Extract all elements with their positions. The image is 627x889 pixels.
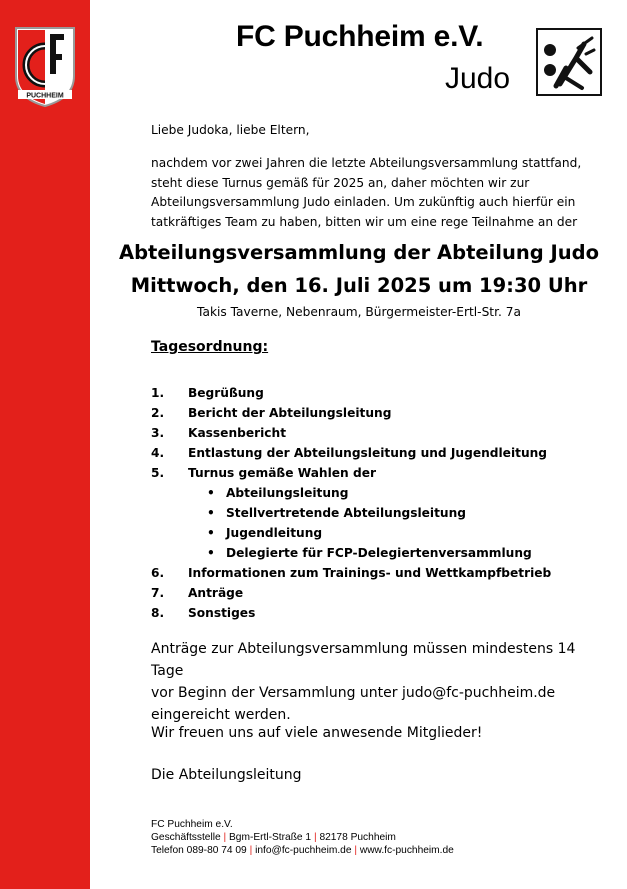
- list-item: 1. Begrüßung: [151, 386, 264, 400]
- list-item: 4. Entlastung der Abteilungsleitung und Jugendleitung: [151, 446, 548, 461]
- list-item: 2. Bericht der Abteilungsleitung: [151, 406, 392, 421]
- footer-contact: Telefon 089-80 74 09 | info@fc-puchheim.de | www.fc-puchheim.de: [151, 845, 454, 856]
- closing-line: Wir freuen uns auf viele anwesende Mitglieder!: [151, 725, 483, 741]
- list-item: 3. Kassenbericht: [151, 426, 287, 441]
- intro-paragraph: nachdem vor zwei Jahren die letzte Abteilungsversammlung stattfand, steht diese Turnus gemäß für 2025 an, daher möchten wir zur Abteilungsversammlung Judo einladen. Um zukünftig auch hierfür ein tatkräftiges Team zu haben, bitten wir um eine rege Teilnahme an der: [151, 156, 582, 229]
- greeting: Liebe Judoka, liebe Eltern,: [151, 123, 310, 137]
- club-crest-logo: [12, 24, 78, 108]
- bullet-icon: •: [207, 526, 215, 541]
- list-item: 8. Sonstiges: [151, 606, 256, 621]
- list-item: 6. Informationen zum Trainings- und Wettkampfbetrieb: [151, 566, 552, 580]
- department-name: Judo: [445, 62, 511, 95]
- list-item: 5. Turnus gemäße Wahlen der: [151, 466, 376, 481]
- bullet-icon: •: [207, 546, 215, 561]
- red-sidebar-bar: [0, 0, 90, 889]
- bullet-icon: •: [207, 506, 215, 521]
- agenda-list-continued: [151, 563, 551, 623]
- club-name: FC Puchheim e.V.: [236, 20, 484, 53]
- list-item: • Delegierte für FCP-Delegiertenversammlung: [207, 543, 532, 563]
- judo-pictogram-icon: [536, 28, 602, 96]
- signature: Die Abteilungsleitung: [151, 767, 302, 783]
- meeting-date: Mittwoch, den 16. Juli 2025 um 19:30 Uhr: [130, 274, 588, 297]
- meeting-location: Takis Taverne, Nebenraum, Bürgermeister-Ertl-Str. 7a: [197, 305, 521, 319]
- election-sublist: [207, 483, 532, 563]
- bullet-icon: •: [207, 486, 215, 500]
- footer-website[interactable]: www.fc-puchheim.de: [359, 845, 454, 856]
- agenda-list: [151, 383, 547, 483]
- footer-address: Geschäftsstelle | Bgm-Ertl-Straße 1 | 82178 Puchheim: [151, 832, 396, 843]
- agenda-title: Tagesordnung:: [151, 339, 269, 355]
- list-item: • Stellvertretende Abteilungsleitung: [207, 503, 532, 523]
- footer-email[interactable]: info@fc-puchheim.de: [255, 845, 352, 856]
- meeting-title: Abteilungsversammlung der Abteilung Judo: [118, 241, 599, 264]
- list-item: • Jugendleitung: [207, 523, 532, 543]
- list-item: 7. Anträge: [151, 586, 244, 601]
- motions-paragraph: Anträge zur Abteilungsversammlung müssen mindestens 14 Tage vor Beginn der Versammlung unter judo@fc-puchheim.de eingereicht werden.: [151, 641, 576, 723]
- list-item: • Abteilungsleitung: [207, 483, 532, 503]
- footer-club: FC Puchheim e.V.: [151, 819, 233, 830]
- footer: [151, 818, 454, 857]
- svg-text:PUCHHEIM: PUCHHEIM: [26, 92, 64, 100]
